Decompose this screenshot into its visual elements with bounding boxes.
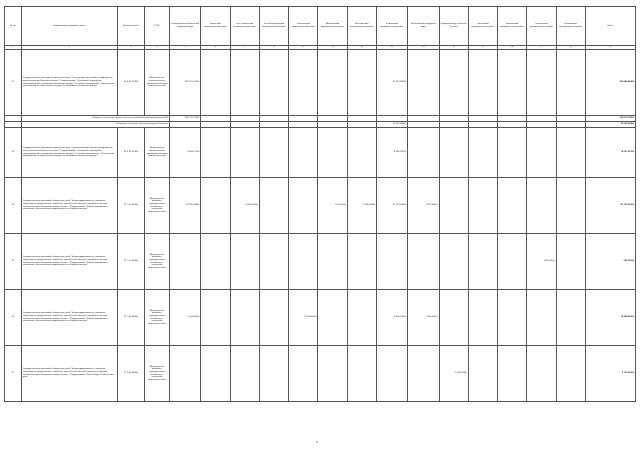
- column-header: Мильковский муниципальный район: [318, 7, 347, 46]
- value-cell: [201, 50, 230, 116]
- target-code-cell: 05 6 F3 67483: [117, 50, 144, 116]
- value-cell: [498, 234, 527, 290]
- column-header: Петропавловск-Камчатский городской округ: [170, 7, 201, 46]
- value-cell: [556, 346, 585, 402]
- summary-label-cell: Указанные в составе средств фонда содействия реформированию ЖКХ: [21, 116, 169, 122]
- value-cell: [439, 234, 468, 290]
- value-cell: 18 635,30900: [170, 178, 201, 234]
- value-cell: 2 700,00000: [289, 290, 318, 346]
- target-code-cell: 11 2 08 40080: [117, 346, 144, 402]
- value-cell: [318, 234, 347, 290]
- value-cell: 490,00000: [408, 290, 439, 346]
- value-cell: [259, 178, 288, 234]
- value-cell: [318, 128, 347, 178]
- value-cell: [170, 234, 201, 290]
- value-cell: 8 004,20000: [376, 290, 407, 346]
- total-cell: 2 750,00000: [585, 346, 635, 402]
- table-row: [5, 128, 636, 178]
- value-cell: [170, 346, 201, 402]
- value-cell: [439, 50, 468, 116]
- column-number: 8: [259, 46, 288, 50]
- value-cell: [201, 346, 230, 402]
- total-cell: 82 705,39000: [585, 178, 635, 234]
- value-cell: [289, 50, 318, 116]
- value-cell: [289, 234, 318, 290]
- value-cell: [527, 128, 556, 178]
- total-cell: 595,15000: [585, 234, 635, 290]
- value-cell: 318 122,37900: [170, 116, 201, 122]
- value-cell: [468, 234, 497, 290]
- header-row: [5, 7, 636, 46]
- value-cell: [498, 290, 527, 346]
- column-number: 12: [376, 46, 407, 50]
- value-cell: [556, 50, 585, 116]
- value-cell: [376, 346, 407, 402]
- value-cell: [408, 346, 439, 402]
- total-cell: 22 502,95800: [585, 122, 635, 128]
- value-cell: [527, 50, 556, 116]
- value-cell: [347, 346, 376, 402]
- column-header: Карагинский муниципальный район: [498, 7, 527, 46]
- target-code-cell: 11 1 01 40080: [117, 234, 144, 290]
- grbs-cell: Министерство строительства и жилищной политики Камчатского края: [144, 128, 169, 178]
- target-name-cell: Государственная программа Камчатского края "Энергоэффективность, развитие энергетики и коммунального хозяйства, обеспечение жителей населенных пунктов Камчатского края коммунальными услугами" / Подпрограмма "Энергосбережение и повышение энергетической эффективности в Камчатском крае": [21, 290, 117, 346]
- value-cell: [408, 234, 439, 290]
- target-code-cell: 05 6 F3 67484: [117, 128, 144, 178]
- column-number: 6: [201, 46, 230, 50]
- table-row: [5, 50, 636, 116]
- value-cell: [376, 234, 407, 290]
- column-header: Городской округ «поселок Палана»: [439, 7, 468, 46]
- column-header: Елизовский муниципальный район: [376, 7, 407, 46]
- value-cell: [230, 50, 259, 116]
- column-header: Соболевский муниципальный район: [289, 7, 318, 46]
- target-code-cell: 11 1 08 40080: [117, 290, 144, 346]
- value-cell: [498, 346, 527, 402]
- value-cell: [201, 290, 230, 346]
- value-cell: [468, 128, 497, 178]
- value-cell: [556, 234, 585, 290]
- column-number: 17: [527, 46, 556, 50]
- value-cell: [468, 50, 497, 116]
- value-cell: 12 720,00000: [376, 178, 407, 234]
- column-number: 5: [170, 46, 201, 50]
- column-number: 9: [289, 46, 318, 50]
- row-number-cell: 25: [5, 234, 22, 290]
- row-number-cell: 23: [5, 128, 22, 178]
- column-number: 14: [439, 46, 468, 50]
- value-cell: [230, 128, 259, 178]
- value-cell: [201, 234, 230, 290]
- column-number: 16: [498, 46, 527, 50]
- value-cell: [259, 290, 288, 346]
- row-number-cell: 26: [5, 290, 22, 346]
- column-header: Всего: [585, 7, 635, 46]
- value-cell: [259, 346, 288, 402]
- value-cell: [201, 128, 230, 178]
- value-cell: [556, 290, 585, 346]
- column-number: 7: [230, 46, 259, 50]
- column-number: 2: [21, 46, 117, 50]
- value-cell: [289, 178, 318, 234]
- value-cell: [498, 128, 527, 178]
- grbs-cell: Министерство жилищно-коммунального хозяйства и энергетики Камчатского края: [144, 234, 169, 290]
- row-number-cell: 24: [5, 178, 22, 234]
- value-cell: 105,35000: [318, 178, 347, 234]
- value-cell: [498, 178, 527, 234]
- target-name-cell: Государственная программа Камчатского края "Энергоэффективность, развитие энергетики и коммунального хозяйства, обеспечение жителей населенных пунктов Камчатского края коммунальными услугами" / Подпрограмма "Энергосбережение и повышение энергетической эффективности в Камчатском крае": [21, 178, 117, 234]
- value-cell: [468, 178, 497, 234]
- budget-table: [4, 6, 636, 402]
- column-header: Вилючинский городской округ: [408, 7, 439, 46]
- value-cell: [408, 50, 439, 116]
- value-cell: [259, 128, 288, 178]
- column-number: 3: [117, 46, 144, 50]
- value-cell: [439, 290, 468, 346]
- column-number: 11: [347, 46, 376, 50]
- column-header: Усть-Большерецкий муниципальный район: [259, 7, 288, 46]
- value-cell: [347, 128, 376, 178]
- value-cell: [289, 128, 318, 178]
- value-cell: 1 764,00000: [170, 290, 201, 346]
- column-number: 10: [318, 46, 347, 50]
- grbs-cell: Министерство строительства и жилищной политики Камчатского края: [144, 50, 169, 116]
- table-row: [5, 178, 636, 234]
- value-cell: [468, 290, 497, 346]
- column-header: Усть-Камчатский муниципальный округ: [230, 7, 259, 46]
- column-header: Пенжинский муниципальный район: [556, 7, 585, 46]
- table-row: [5, 346, 636, 402]
- value-cell: [527, 178, 556, 234]
- column-number: 19: [585, 46, 635, 50]
- grbs-cell: Министерство жилищно-коммунального хозяйства и энергетики Камчатского края: [144, 346, 169, 402]
- value-cell: [201, 178, 230, 234]
- value-cell: [439, 128, 468, 178]
- value-cell: [230, 290, 259, 346]
- column-number: 13: [408, 46, 439, 50]
- column-header: № п/п: [5, 7, 22, 46]
- column-header: Олюторский муниципальный район: [527, 7, 556, 46]
- value-cell: [498, 50, 527, 116]
- value-cell: [347, 234, 376, 290]
- value-cell: [556, 128, 585, 178]
- value-cell: 6 891,00000: [230, 178, 259, 234]
- column-number: 1: [5, 46, 22, 50]
- column-header: Тигильский муниципальный район: [468, 7, 497, 46]
- value-cell: [347, 290, 376, 346]
- column-number: 18: [556, 46, 585, 50]
- value-cell: [468, 346, 497, 402]
- value-cell: 595,15000: [527, 234, 556, 290]
- column-header: Алеутский муниципальный округ: [201, 7, 230, 46]
- value-cell: 5 993,22700: [170, 128, 201, 178]
- grbs-cell: Министерство жилищно-коммунального хозяйства и энергетики Камчатского края: [144, 290, 169, 346]
- table-row: [5, 234, 636, 290]
- column-number: 4: [144, 46, 169, 50]
- target-code-cell: 11 1 04 40080: [117, 178, 144, 234]
- column-header: ГРБС: [144, 7, 169, 46]
- value-cell: 318 122,37900: [170, 50, 201, 116]
- value-cell: [230, 346, 259, 402]
- column-number: 15: [468, 46, 497, 50]
- value-cell: [527, 346, 556, 402]
- value-cell: [318, 290, 347, 346]
- column-header: Наименование целевой статьи: [21, 7, 117, 46]
- value-cell: [230, 234, 259, 290]
- summary-label-cell: Указанные в составе средств краевого бюджета: [21, 122, 169, 128]
- grbs-cell: Министерство жилищно-коммунального хозяйства и энергетики Камчатского края: [144, 178, 169, 234]
- target-name-cell: Государственная программа Камчатского края "Обеспечение доступным и комфортным жильем жителей Камчатского края" / Подпрограмма "Устойчивое сокращение непригодного для проживания жилищного фонда" / Основное мероприятие "Обеспечение мероприятий по переселению граждан из аварийного жилищного фонда": [21, 128, 117, 178]
- value-cell: [289, 346, 318, 402]
- total-cell: 322 984,49400: [585, 50, 635, 116]
- table-row: [5, 290, 636, 346]
- value-cell: 2 514,00000: [347, 178, 376, 234]
- total-cell: 14 468,20000: [585, 290, 635, 346]
- page-number: 4: [316, 440, 318, 444]
- target-name-cell: Государственная программа Камчатского края "Энергоэффективность, развитие энергетики и коммунального хозяйства, обеспечение жителей населенных пунктов Камчатского края коммунальными услугами" / Подпрограмма "Чистая вода в Камчатском крае": [21, 346, 117, 402]
- column-header: Целевая статья: [117, 7, 144, 46]
- value-cell: [347, 50, 376, 116]
- value-cell: [556, 178, 585, 234]
- row-number-cell: 27: [5, 346, 22, 402]
- target-name-cell: Государственная программа Камчатского края "Обеспечение доступным и комфортным жильем жителей Камчатского края" / Подпрограмма "Устойчивое сокращение непригодного для проживания жилищного фонда" / Основное мероприятие "Обеспечение мероприятий по переселению граждан из аварийного жилищного фонда": [21, 50, 117, 116]
- value-cell: 8 034,31670: [376, 128, 407, 178]
- value-cell: 7 003,39000: [408, 178, 439, 234]
- value-cell: [318, 346, 347, 402]
- target-name-cell: Государственная программа Камчатского края "Энергоэффективность, развитие энергетики и коммунального хозяйства, обеспечение жителей населенных пунктов Камчатского края коммунальными услугами" / Подпрограмма "Энергосбережение и повышение энергетической эффективности в Камчатском крае": [21, 234, 117, 290]
- value-cell: 22 502,95800: [376, 50, 407, 116]
- value-cell: [259, 234, 288, 290]
- value-cell: [259, 50, 288, 116]
- total-cell: 318 812,33800: [585, 116, 635, 122]
- value-cell: [318, 50, 347, 116]
- value-cell: [408, 128, 439, 178]
- value-cell: [527, 290, 556, 346]
- value-cell: 2 750,00000: [439, 346, 468, 402]
- column-header: Быстринский муниципальный район: [347, 7, 376, 46]
- value-cell: 22 502,95800: [376, 122, 407, 128]
- row-number-cell: 22: [5, 50, 22, 116]
- value-cell: [439, 178, 468, 234]
- total-cell: 14 027,47220: [585, 128, 635, 178]
